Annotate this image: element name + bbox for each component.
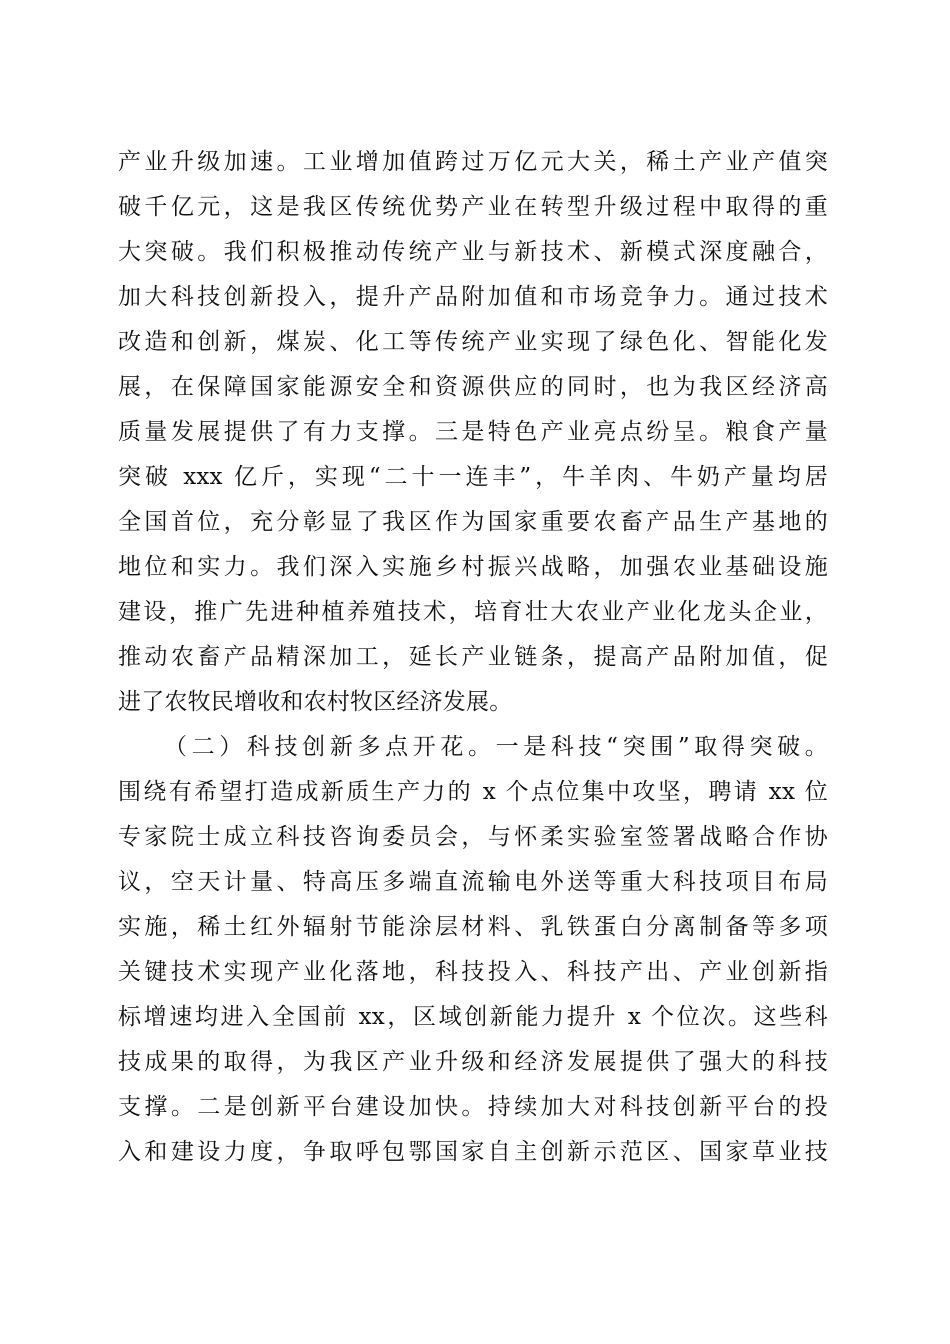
text-line: 专家院士成立科技咨询委员会，与怀柔实验室签署战略合作协 [118, 824, 828, 850]
text-line: 大突破。我们积极推动传统产业与新技术、新模式深度融合， [118, 239, 828, 265]
text-line: 议，空天计量、特高压多端直流输电外送等重大科技项目布局 [118, 869, 828, 895]
text-line: 改造和创新，煤炭、化工等传统产业实现了绿色化、智能化发 [118, 329, 828, 355]
text-line: 质量发展提供了有力支撑。三是特色产业亮点纷呈。粮食产量 [118, 419, 828, 445]
body-text [118, 140, 828, 1175]
text-line: 围绕有希望打造成新质生产力的 x 个点位集中攻坚，聘请 xx 位 [118, 779, 828, 805]
text-line: 加大科技创新投入，提升产品附加值和市场竞争力。通过技术 [118, 284, 828, 310]
section-heading-line: （二）科技创新多点开花。一是科技“突围”取得突破。 [164, 734, 828, 760]
text-line: 破千亿元，这是我区传统优势产业在转型升级过程中取得的重 [118, 194, 828, 220]
text-line: 推动农畜产品精深加工，延长产业链条，提高产品附加值，促 [118, 644, 828, 670]
text-line: 地位和实力。我们深入实施乡村振兴战略，加强农业基础设施 [118, 554, 828, 580]
text-line: 展，在保障国家能源安全和资源供应的同时，也为我区经济高 [118, 374, 828, 400]
text-line: 进了农牧民增收和农村牧区经济发展。 [118, 689, 513, 715]
text-line: 全国首位，充分彰显了我区作为国家重要农畜产品生产基地的 [118, 509, 828, 535]
text-line: 关键技术实现产业化落地，科技投入、科技产出、产业创新指 [118, 959, 828, 985]
text-line: 支撑。二是创新平台建设加快。持续加大对科技创新平台的投 [118, 1094, 828, 1120]
text-line: 产业升级加速。工业增加值跨过万亿元大关，稀土产业产值突 [118, 149, 828, 175]
text-line: 实施，稀土红外辐射节能涂层材料、乳铁蛋白分离制备等多项 [118, 914, 828, 940]
text-line: 入和建设力度，争取呼包鄂国家自主创新示范区、国家草业技 [118, 1139, 828, 1165]
text-line: 技成果的取得，为我区产业升级和经济发展提供了强大的科技 [118, 1049, 828, 1075]
text-line: 突破 xxx 亿斤，实现“二十一连丰”，牛羊肉、牛奶产量均居 [118, 464, 828, 490]
text-line: 建设，推广先进种植养殖技术，培育壮大农业产业化龙头企业， [118, 599, 828, 625]
text-line: 标增速均进入全国前 xx，区域创新能力提升 x 个位次。这些科 [118, 1004, 828, 1030]
